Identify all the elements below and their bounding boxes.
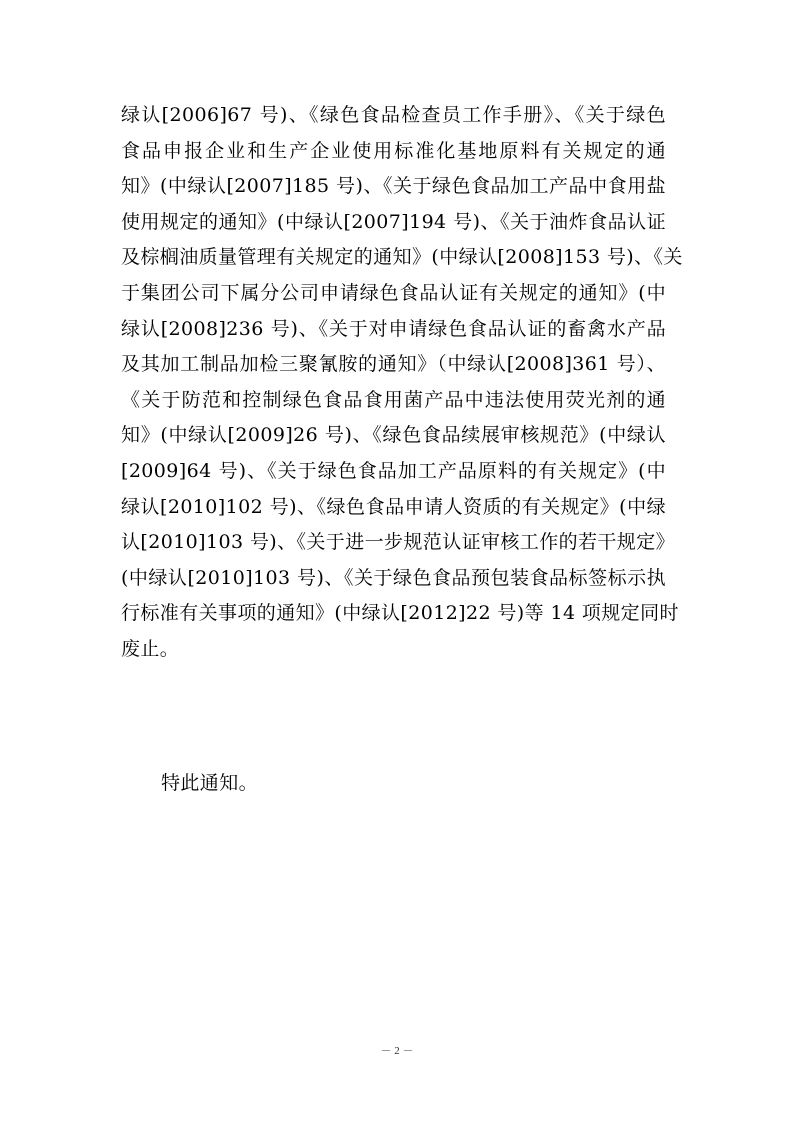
page-number: － 2 － (380, 1045, 414, 1057)
body-paragraph (121, 98, 683, 668)
text-line: 知》(中绿认[2007]185 号)、《关于绿色食品加工产品中食用盐 (121, 175, 666, 198)
text-line: 知》(中绿认[2009]26 号)、《绿色食品续展审核规范》(中绿认 (121, 424, 666, 447)
text-line: 使用规定的通知》(中绿认[2007]194 号)、《关于油炸食品认证 (121, 210, 666, 233)
text-line: [2009]64 号)、《关于绿色食品加工产品原料的有关规定》(中 (121, 459, 666, 482)
text-line: 绿认[2008]236 号)、《关于对申请绿色食品认证的畜禽水产品 (121, 317, 666, 340)
text-line: 食品申报企业和生产企业使用标准化基地原料有关规定的通 (121, 139, 666, 162)
text-line-last: 废止。 (121, 637, 180, 660)
text-line: 于集团公司下属分公司申请绿色食品认证有关规定的通知》(中 (121, 281, 666, 304)
closing-remark: 特此通知。 (161, 772, 259, 794)
text-line: 《关于防范和控制绿色食品食用菌产品中违法使用荧光剂的通 (121, 388, 666, 411)
text-line: 及其加工制品加检三聚氰胺的通知》（中绿认[2008]361 号）、 (121, 353, 666, 376)
text-line: 绿认[2006]67 号)、《绿色食品检查员工作手册》、《关于绿色 (121, 104, 666, 126)
text-line: (中绿认[2010]103 号)、《关于绿色食品预包装食品标签标示执 (121, 566, 666, 589)
text-line: 认[2010]103 号)、《关于进一步规范认证审核工作的若干规定》 (121, 531, 675, 554)
text-line: 绿认[2010]102 号)、《绿色食品申请人资质的有关规定》(中绿 (121, 495, 666, 518)
text-line: 及棕榈油质量管理有关规定的通知》(中绿认[2008]153 号)、《关 (121, 246, 683, 269)
text-line: 行标准有关事项的通知》(中绿认[2012]22 号)等 14 项规定同时 (121, 602, 679, 625)
